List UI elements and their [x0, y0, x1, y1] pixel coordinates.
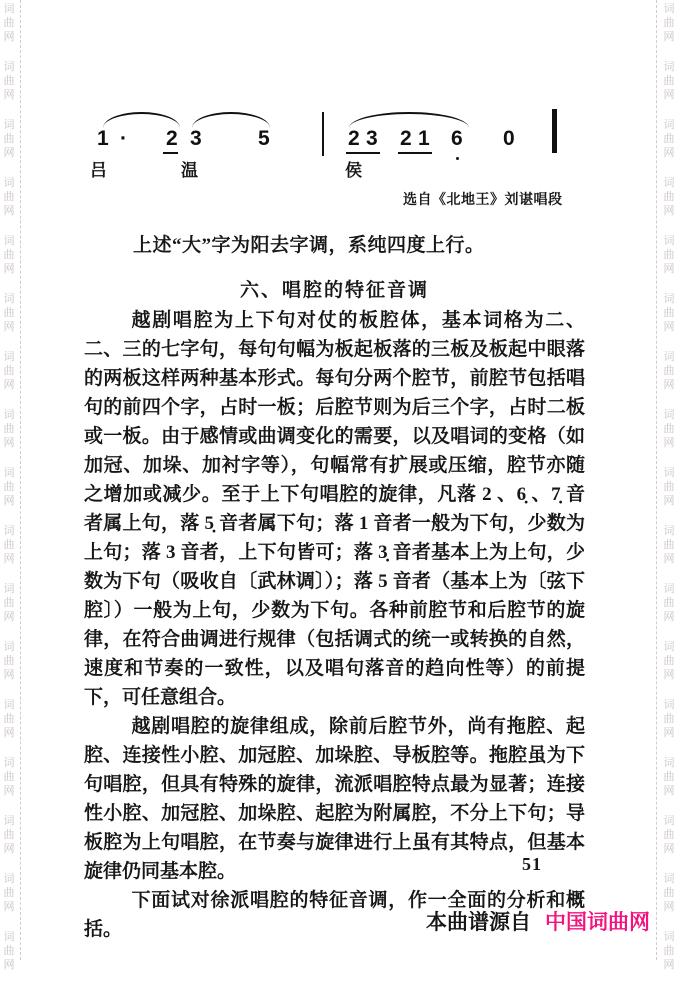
watermark-char: 词 [663, 525, 675, 537]
attribution-text: 选自《北地王》刘谌唱段 [403, 191, 563, 207]
watermark-group [664, 466, 675, 508]
watermark-group [4, 582, 15, 624]
watermark-char: 曲 [663, 75, 675, 87]
page-number: 51 [522, 854, 542, 874]
watermark-char: 曲 [3, 191, 15, 203]
watermark-char: 词 [3, 293, 15, 305]
watermark-char: 词 [663, 815, 675, 827]
beam-underline [398, 152, 432, 154]
watermark-char: 网 [663, 437, 675, 449]
watermark-group [4, 814, 15, 856]
jianpu-notation [0, 0, 680, 220]
body-paragraph: 越剧唱腔的旋律组成，除前后腔节外，尚有拖腔、起腔、连接性小腔、加冠腔、加垛腔、导板腔等。拖腔虽为下句唱腔，但具有特殊的旋律，流派唱腔特点最为显著；连接性小腔、加冠腔、加垛腔、起腔为附属腔，不分上下句；导板腔为上句唱腔，在节奏与旋律进行上虽有其特点，但基本旋律仍同基本腔。 [84, 716, 585, 882]
jianpu-note: 1 [418, 127, 430, 150]
watermark-char: 网 [663, 727, 675, 739]
watermark-char: 曲 [663, 423, 675, 435]
jianpu-note: · [120, 127, 127, 150]
barline [552, 109, 557, 153]
watermark-char: 网 [663, 147, 675, 159]
watermark-char: 词 [663, 409, 675, 421]
watermark-char: 网 [663, 31, 675, 43]
watermark-char: 网 [663, 785, 675, 797]
watermark-char: 网 [3, 669, 15, 681]
watermark-char: 网 [3, 379, 15, 391]
watermark-char: 网 [3, 147, 15, 159]
footer-site-name: 中国词曲网 [545, 911, 650, 934]
watermark-char: 曲 [663, 597, 675, 609]
watermark-char: 网 [663, 553, 675, 565]
watermark-group [4, 640, 15, 682]
watermark-char: 词 [663, 873, 675, 885]
watermark-group [664, 872, 675, 914]
watermark-group [4, 234, 15, 276]
watermark-char: 网 [3, 843, 15, 855]
watermark-group [664, 408, 675, 450]
watermark-char: 网 [3, 31, 15, 43]
watermark-group [664, 292, 675, 334]
watermark-char: 曲 [663, 365, 675, 377]
watermark-group [4, 756, 15, 798]
beam-underline [346, 152, 380, 154]
watermark-char: 网 [663, 959, 675, 971]
watermark-group [664, 640, 675, 682]
watermark-char: 曲 [663, 771, 675, 783]
watermark-char: 词 [3, 61, 15, 73]
watermark-char: 曲 [663, 713, 675, 725]
watermark-char: 网 [663, 89, 675, 101]
watermark-char: 曲 [3, 365, 15, 377]
watermark-group [664, 350, 675, 392]
watermark-group [4, 698, 15, 740]
barline [322, 112, 324, 156]
watermark-char: 曲 [3, 423, 15, 435]
watermark-char: 曲 [663, 655, 675, 667]
watermark-char: 曲 [663, 945, 675, 957]
footer-credit-prefix: 本曲谱源自 [426, 911, 531, 934]
watermark-char: 词 [663, 757, 675, 769]
watermark-char: 词 [663, 293, 675, 305]
watermark-char: 曲 [3, 249, 15, 261]
watermark-char: 词 [663, 177, 675, 189]
jianpu-note: 0 [503, 127, 515, 150]
watermark-char: 网 [3, 205, 15, 217]
watermark-char: 词 [3, 177, 15, 189]
watermark-char: 词 [3, 583, 15, 595]
watermark-char: 曲 [663, 17, 675, 29]
watermark-char: 曲 [663, 887, 675, 899]
watermark-char: 网 [663, 611, 675, 623]
watermark-char: 曲 [3, 887, 15, 899]
watermark-char: 网 [3, 785, 15, 797]
watermark-group [4, 930, 15, 972]
watermark-char: 网 [663, 495, 675, 507]
watermark-group [4, 408, 15, 450]
watermark-char: 网 [663, 843, 675, 855]
watermark-char: 词 [3, 351, 15, 363]
jianpu-note: 1 [97, 127, 109, 150]
beam-underline [163, 152, 178, 154]
watermark-char: 词 [663, 235, 675, 247]
slur-arc [103, 112, 180, 128]
watermark-char: 词 [3, 815, 15, 827]
watermark-group [664, 814, 675, 856]
section-heading: 六、唱腔的特征音调 [239, 280, 429, 301]
jianpu-note: 3 [366, 127, 378, 150]
watermark-char: 网 [3, 263, 15, 275]
watermark-char: 网 [663, 205, 675, 217]
jianpu-note: 2 [400, 127, 412, 150]
watermark-char: 词 [663, 3, 675, 15]
watermark-char: 网 [3, 553, 15, 565]
watermark-char: 曲 [3, 17, 15, 29]
watermark-char: 网 [3, 611, 15, 623]
watermark-char: 词 [663, 699, 675, 711]
watermark-char: 曲 [3, 539, 15, 551]
watermark-group [664, 930, 675, 972]
watermark-char: 词 [663, 351, 675, 363]
lyric-char: 吕 [90, 161, 107, 180]
watermark-char: 网 [663, 901, 675, 913]
watermark-char: 曲 [663, 829, 675, 841]
watermark-group [664, 524, 675, 566]
slur-arc [349, 112, 469, 128]
watermark-group [664, 698, 675, 740]
watermark-char: 曲 [3, 75, 15, 87]
body-text-block [84, 306, 585, 944]
low-octave-dot [456, 157, 459, 160]
watermark-char: 曲 [3, 771, 15, 783]
slur-arc [192, 112, 270, 128]
watermark-char: 词 [3, 699, 15, 711]
watermark-char: 网 [663, 263, 675, 275]
watermark-char: 词 [663, 583, 675, 595]
watermark-group [664, 582, 675, 624]
watermark-char: 曲 [663, 307, 675, 319]
watermark-group [4, 524, 15, 566]
watermark-char: 词 [663, 61, 675, 73]
lyric-char: 侯 [345, 161, 362, 180]
watermark-char: 词 [3, 641, 15, 653]
watermark-char: 词 [3, 235, 15, 247]
watermark-char: 词 [3, 931, 15, 943]
watermark-char: 网 [3, 321, 15, 333]
watermark-char: 曲 [3, 713, 15, 725]
watermark-char: 曲 [3, 829, 15, 841]
watermark-char: 词 [663, 641, 675, 653]
watermark-char: 网 [3, 727, 15, 739]
watermark-char: 网 [663, 379, 675, 391]
body-paragraph: 下面试对徐派唱腔的特征音调，作一全面的分析和概括。 [84, 890, 585, 940]
watermark-char: 曲 [663, 133, 675, 145]
watermark-char: 词 [663, 119, 675, 131]
jianpu-note: 3 [190, 127, 202, 150]
watermark-char: 网 [3, 959, 15, 971]
watermark-char: 曲 [663, 539, 675, 551]
watermark-char: 词 [663, 931, 675, 943]
watermark-char: 词 [3, 525, 15, 537]
watermark-char: 曲 [663, 249, 675, 261]
watermark-char: 网 [3, 901, 15, 913]
watermark-char: 曲 [3, 133, 15, 145]
jianpu-note: 2 [166, 127, 178, 150]
watermark-char: 网 [663, 669, 675, 681]
jianpu-note: 2 [348, 127, 360, 150]
watermark-char: 词 [3, 757, 15, 769]
watermark-char: 词 [3, 873, 15, 885]
watermark-char: 词 [3, 119, 15, 131]
intro-text: 上述“大”字为阳去字调，系纯四度上行。 [133, 235, 485, 256]
watermark-char: 词 [3, 409, 15, 421]
watermark-group [4, 292, 15, 334]
watermark-char: 曲 [3, 945, 15, 957]
watermark-char: 曲 [663, 191, 675, 203]
body-paragraph: 越剧唱腔为上下句对仗的板腔体，基本词格为二、二、三的七字句，每句句幅为板起板落的三板及板起中眼落的两板这样两种基本形式。每句分两个腔节，前腔节包括唱句的前四个字，占时一板；后腔节则为后三个字，占时二板或一板。由于感情或曲调变化的需要，以及唱词的变格（如加冠、加垛、加衬字等），句幅常有扩展或压缩，腔节亦随之增加或减少。至于上下句唱腔的旋律，凡落 2 、6̣ 、7̣ 音者属上句，落 5̣ 音者属下句；落 1 音者一般为下句，少数为上句；落 3 音者，上下句皆可；落 3̣ 音者基本上为上句，少数为下句（吸收自〔武林调〕）；落 5 音者（基本上为〔弦下腔〕）一般为上句，少数为下句。各种前腔节和后腔节的旋律，在符合曲调进行规律（包括调式的统一或转换的自然，速度和节奏的一致性，以及唱句落音的趋向性等）的前提下，可任意组合。 [84, 310, 585, 708]
watermark-group [4, 466, 15, 508]
watermark-group [664, 756, 675, 798]
watermark-char: 曲 [3, 307, 15, 319]
watermark-char: 曲 [663, 481, 675, 493]
jianpu-note: 6 [451, 127, 463, 150]
watermark-char: 网 [663, 321, 675, 333]
watermark-char: 网 [3, 89, 15, 101]
watermark-char: 曲 [3, 597, 15, 609]
watermark-char: 词 [3, 467, 15, 479]
watermark-char: 网 [3, 437, 15, 449]
watermark-group [664, 234, 675, 276]
watermark-char: 词 [663, 467, 675, 479]
watermark-char: 网 [3, 495, 15, 507]
watermark-char: 词 [3, 3, 15, 15]
lyric-char: 温 [181, 161, 198, 180]
watermark-group [4, 350, 15, 392]
watermark-char: 曲 [3, 481, 15, 493]
watermark-char: 曲 [3, 655, 15, 667]
footer-credit [0, 906, 650, 936]
jianpu-note: 5 [258, 127, 270, 150]
